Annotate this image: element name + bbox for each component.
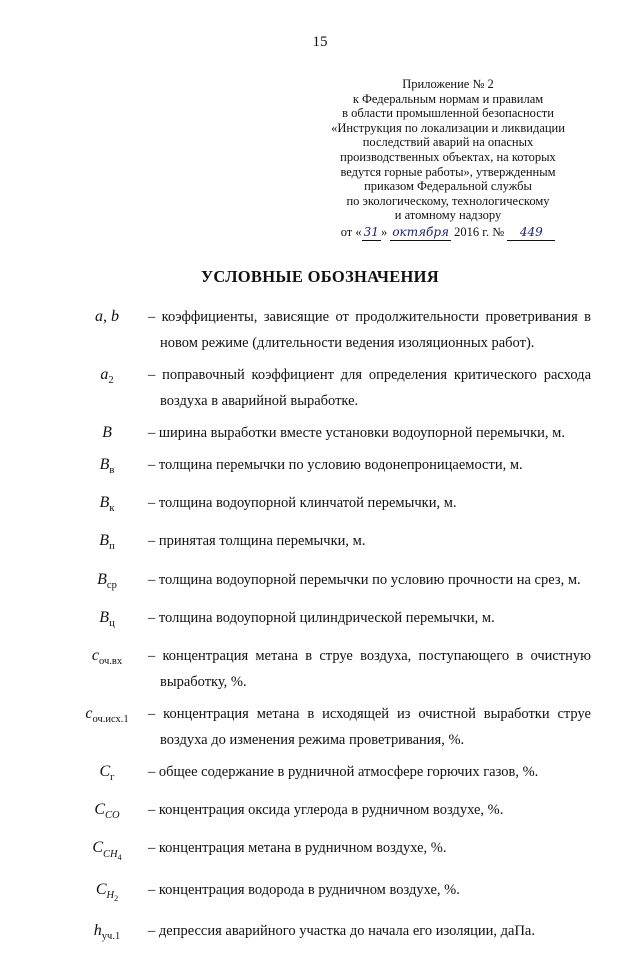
legend-entry [66, 797, 591, 829]
symbol-subscript [109, 503, 114, 514]
appendix-line: Приложение № 2 [402, 77, 494, 91]
symbol-subscript-text: уч.1 [101, 931, 121, 943]
section-heading: УСЛОВНЫЕ ОБОЗНАЧЕНИЯ [200, 267, 440, 286]
legend-entry [66, 605, 591, 637]
legend-description: – концентрация оксида углерода в рудничном воздухе, %. [148, 802, 504, 819]
symbol-subscript [102, 931, 120, 942]
legend-symbol [66, 701, 148, 733]
date-mid: » [380, 224, 388, 239]
symbol-subscript [109, 465, 114, 476]
legend-symbol [66, 759, 148, 791]
legend-description: – концентрация метана в исходящей из очистной выработки струе воздуха до изменения режима проветривания, %. [148, 705, 591, 748]
symbol-subscript-text: 2 [108, 375, 114, 387]
date-prefix: от « [340, 224, 362, 239]
legend-entry [66, 528, 591, 560]
legend-entry [66, 567, 591, 599]
symbol-subscript-text: H [106, 889, 115, 901]
symbol-base: a [100, 366, 109, 383]
symbol-base: B [99, 494, 110, 512]
legend-entry [66, 362, 591, 414]
legend-entry [66, 420, 591, 446]
symbol-subscript [107, 580, 117, 591]
appendix-line: производственных объектах, на которых [340, 149, 556, 164]
symbol-base: B [99, 532, 110, 550]
legend-symbol [66, 362, 148, 394]
symbol-subscript-text: ц [109, 617, 115, 629]
appendix-line: и атомному надзору [394, 208, 502, 223]
legend-description: – коэффициенты, зависящие от продолжительности проветривания в новом режиме (длительности ведения изоляционных работ). [148, 309, 591, 351]
symbol-subsubscript: 4 [117, 852, 122, 862]
symbol-base: B [97, 570, 107, 588]
legend-description: – толщина водоупорной клинчатой перемычки, м. [148, 495, 457, 512]
handwritten-day: 31 [363, 224, 379, 239]
legend-symbol [66, 835, 148, 870]
legend-entry [66, 304, 591, 356]
legend-symbol [66, 567, 148, 599]
handwritten-order-number: 449 [507, 225, 555, 241]
appendix-line: к Федеральным нормам и правилам [352, 91, 544, 106]
symbol-base: C [99, 762, 111, 780]
symbol-subscript-text: оч.исх.1 [92, 714, 129, 726]
legend-symbol [66, 420, 148, 446]
symbol-subscript-text: в [109, 465, 115, 477]
symbol-subscript [107, 890, 119, 901]
legend-symbol [66, 605, 148, 637]
symbol-base: c [91, 646, 99, 664]
symbol-base: h [93, 921, 102, 939]
legend-entry [66, 490, 591, 522]
symbol-subscript [99, 656, 122, 667]
legend-symbol [66, 918, 148, 950]
symbol-base: c [85, 704, 93, 722]
symbol-subscript-text: п [109, 541, 115, 553]
symbol-legend [66, 304, 591, 956]
legend-entry [66, 835, 591, 870]
page-number: 15 [312, 34, 328, 50]
order-date-line [318, 225, 578, 241]
legend-description: – концентрация водорода в рудничном воздухе, %. [148, 881, 460, 898]
symbol-subscript [110, 772, 114, 783]
legend-description: – толщина водоупорной перемычки по условию прочности на срез, м. [148, 571, 581, 588]
legend-symbol [66, 304, 148, 330]
symbol-subscript-text: CO [105, 810, 120, 822]
symbol-subscript-text: к [109, 503, 115, 515]
legend-description: – толщина перемычки по условию водонепроницаемости, м. [148, 457, 523, 473]
appendix-line: последствий аварий на опасных [362, 135, 534, 150]
symbol-base: B [99, 608, 110, 626]
symbol-base: C [92, 839, 104, 857]
symbol-subscript-text: CH [103, 848, 118, 860]
symbol-base: B [102, 424, 112, 441]
appendix-header [318, 77, 578, 241]
appendix-line: приказом Федеральной службы [364, 179, 532, 194]
appendix-line: по экологическому, технологическому [346, 193, 550, 208]
symbol-subscript [109, 618, 115, 629]
legend-symbol [66, 643, 148, 675]
legend-description: – толщина водоупорной цилиндрической перемычки, м. [148, 609, 495, 626]
symbol-base: B [99, 456, 110, 473]
legend-entry [66, 701, 591, 753]
symbol-base: C [95, 880, 107, 898]
legend-symbol [66, 452, 148, 484]
legend-entry [66, 918, 591, 950]
symbol-base: a, b [95, 308, 119, 325]
legend-description: – принятая толщина перемычки, м. [148, 533, 366, 550]
legend-description: – поправочный коэффициент для определения критического расхода воздуха в аварийной выработке. [148, 367, 591, 409]
appendix-line: в области промышленной безопасности [342, 106, 554, 121]
legend-symbol [66, 528, 148, 560]
legend-description: – депрессия аварийного участка до начала его изоляции, даПа. [148, 922, 535, 939]
legend-description: – ширина выработки вместе установки водоупорной перемычки, м. [148, 425, 565, 441]
symbol-subscript [105, 810, 120, 821]
symbol-base: C [94, 801, 106, 819]
legend-description: – концентрация метана в струе воздуха, поступающего в очистную выработку, %. [148, 647, 591, 690]
symbol-subscript-text: оч.вх [99, 656, 123, 668]
legend-description: – концентрация метана в рудничном воздухе, %. [148, 840, 447, 857]
legend-entry [66, 759, 591, 791]
legend-description: – общее содержание в рудничной атмосфере горючих газов, %. [148, 763, 539, 780]
symbol-subscript [92, 714, 128, 725]
symbol-subscript [108, 375, 113, 386]
legend-entry [66, 452, 591, 484]
symbol-subscript-text: г [110, 772, 115, 784]
date-year: 2016 г. № [454, 224, 505, 239]
legend-symbol [66, 490, 148, 522]
symbol-subscript [103, 849, 122, 860]
legend-entry [66, 877, 591, 912]
symbol-subsubscript: 2 [114, 893, 119, 903]
symbol-subscript-text: ср [106, 579, 117, 591]
handwritten-month: октября [392, 224, 449, 239]
legend-symbol [66, 797, 148, 829]
legend-entry [66, 643, 591, 695]
symbol-subscript [109, 542, 115, 553]
appendix-line: ведутся горные работы», утвержденным [340, 164, 556, 179]
legend-symbol [66, 877, 148, 912]
appendix-line: «Инструкция по локализации и ликвидации [331, 120, 565, 135]
